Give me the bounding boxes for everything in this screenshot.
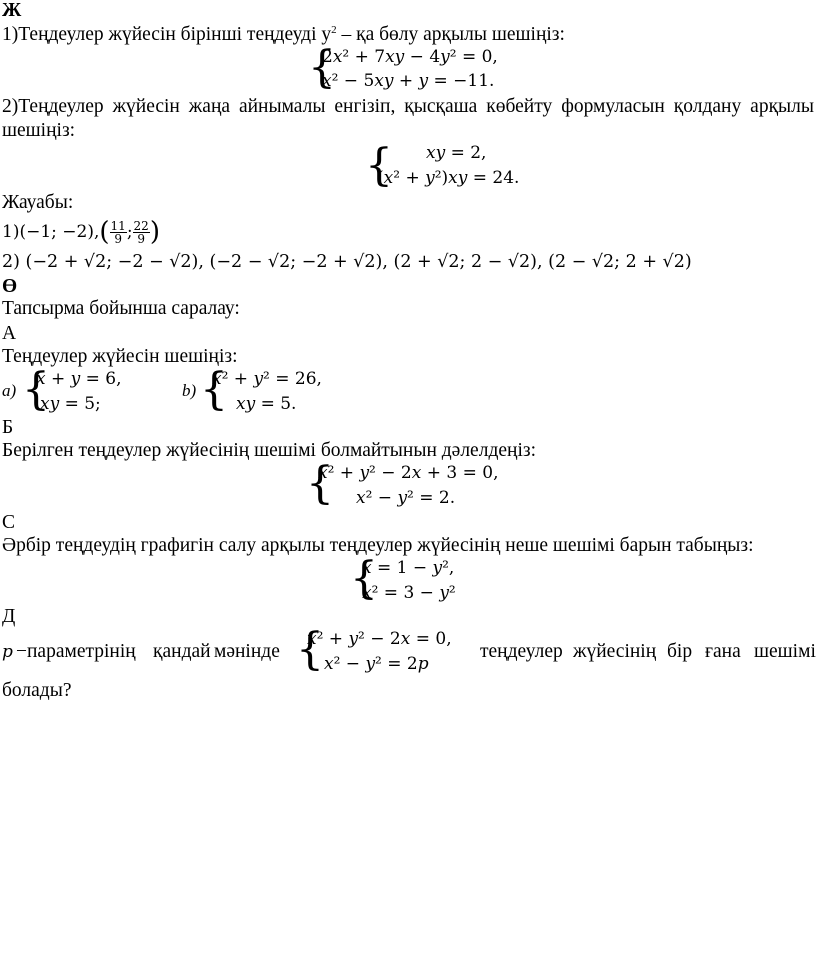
task2-line2: шешіңіз: xyxy=(2,120,76,141)
answer-1: 1)(−1; −2),( $\frac{11}{9}$ ; $\frac{22}{9}$ ) xyxy=(2,217,160,247)
partD-text3: мәнінде xyxy=(214,641,280,662)
partC-eq1: 𝑥 = 1 − 𝑦², xyxy=(362,558,455,578)
partC-eq2: 𝑥² = 3 − 𝑦² xyxy=(362,583,456,603)
partA-a-label: a) xyxy=(2,381,17,400)
partB-eq1: 𝑥² + 𝑦² − 2𝑥 + 3 = 0, xyxy=(318,463,499,483)
partA-a-eq2: 𝑥𝑦 = 5; xyxy=(40,394,101,414)
partD-eq2: 𝑥² − 𝑦² = 2𝑝 xyxy=(324,654,429,674)
task1-brace: { xyxy=(308,42,336,93)
section-heading-o: Ө xyxy=(2,276,18,297)
partD-text7: ғана xyxy=(705,641,741,662)
partC-label: С xyxy=(2,512,16,533)
partD-p: 𝑝 xyxy=(2,642,13,662)
task1-text xyxy=(2,24,565,46)
task2-line1: 2)Теңдеулер жүйесін жаңа айнымалы енгізіп, қысқаша көбейту формуласын қолдану арқылы xyxy=(2,96,814,117)
partD-text1: −параметрінің xyxy=(16,641,136,662)
partD-text6: бір xyxy=(667,641,693,662)
partB-brace: { xyxy=(306,458,334,509)
answer-1-frac1: $\frac{11}{9}$ xyxy=(110,219,126,246)
partA-instruction: Теңдеулер жүйесін шешіңіз: xyxy=(2,346,238,367)
partD-text8: шешімі xyxy=(754,641,816,662)
partC-brace: { xyxy=(350,553,378,604)
partD-text5: жүйесінің xyxy=(573,641,657,662)
answer-1-prefix: 1)(−1; −2), xyxy=(2,222,100,242)
partA-b-brace: { xyxy=(200,364,228,415)
answer-2: 2) (−2 + √2; −2 − √2), (−2 − √2; −2 + √2), (2 + √2; 2 − √2), (2 − √2; 2 + √2) xyxy=(2,252,692,272)
partB-label: Б xyxy=(2,417,14,438)
task1-sup: 2 xyxy=(331,24,337,36)
task2-eq2: (𝑥² + 𝑦²)𝑥𝑦 = 24. xyxy=(377,168,520,188)
partD-brace: { xyxy=(296,624,324,675)
task1-suffix: – қа бөлу арқылы шешіңіз: xyxy=(336,24,565,45)
task1-eq1: 2𝑥² + 7𝑥𝑦 − 4𝑦² = 0, xyxy=(322,47,498,67)
differentiation-title: Тапсырма бойынша саралау: xyxy=(2,298,240,319)
partB-instruction: Берілген теңдеулер жүйесінің шешімі болмайтынын дәлелдеңіз: xyxy=(2,440,536,461)
partD-label: Д xyxy=(2,606,16,627)
partD-last: болады? xyxy=(2,680,72,701)
section-heading-zh: Ж xyxy=(2,0,22,21)
answer-1-frac2: $\frac{22}{9}$ xyxy=(133,219,149,246)
task2-brace: { xyxy=(365,140,393,191)
partD-eq1: 𝑥² + 𝑦² − 2𝑥 = 0, xyxy=(307,629,452,649)
task1-var: y xyxy=(321,24,332,45)
partA-b-label: b) xyxy=(182,381,197,400)
task1-eq2: 𝑥² − 5𝑥𝑦 + 𝑦 = −11. xyxy=(322,71,495,91)
partA-label: А xyxy=(2,323,17,344)
partD-text4: теңдеулер xyxy=(480,641,563,662)
task1-prefix: 1)Теңдеулер жүйесін бірінші теңдеуді xyxy=(2,24,322,45)
partA-a-eq1: 𝑥 + 𝑦 = 6, xyxy=(36,369,122,389)
partA-a-brace: { xyxy=(22,364,50,415)
partD-text2: қандай xyxy=(153,641,211,662)
partA-b-eq1: 𝑥² + 𝑦² = 26, xyxy=(212,369,322,389)
task2-eq1: 𝑥𝑦 = 2, xyxy=(426,143,487,163)
partC-instruction: Әрбір теңдеудің графигін салу арқылы теңдеулер жүйесінің неше шешімі барын табыңыз: xyxy=(2,535,754,556)
answers-title: Жауабы: xyxy=(2,192,74,213)
partB-eq2: 𝑥² − 𝑦² = 2. xyxy=(356,488,456,508)
partA-b-eq2: 𝑥𝑦 = 5. xyxy=(236,394,297,414)
